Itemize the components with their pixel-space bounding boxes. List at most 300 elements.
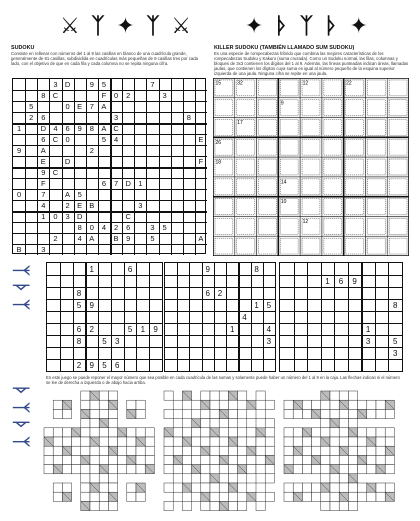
samurai-cell[interactable]: 2 [89, 324, 94, 334]
cross-cell[interactable] [367, 492, 376, 501]
cross-cell[interactable] [293, 465, 302, 474]
cross-cell[interactable] [256, 501, 265, 510]
cross-cell[interactable] [72, 437, 81, 446]
cross-cell[interactable] [118, 455, 127, 464]
cross-cell[interactable] [173, 437, 182, 446]
sudoku-cell[interactable]: D [64, 157, 71, 166]
samurai-cell[interactable]: 1 [229, 324, 235, 334]
sudoku-cell[interactable]: 6 [101, 179, 107, 188]
sudoku-cell[interactable]: A [101, 124, 107, 133]
cross-cell[interactable] [376, 492, 385, 501]
cross-cell[interactable] [210, 419, 219, 428]
cross-cell[interactable] [99, 428, 108, 437]
cross-cell[interactable] [358, 492, 367, 501]
samurai-cell[interactable]: 6 [205, 288, 210, 298]
cross-cell[interactable] [210, 409, 219, 418]
cross-cell[interactable] [228, 492, 237, 501]
cross-cell[interactable] [321, 501, 330, 510]
cross-cell[interactable] [348, 409, 357, 418]
cross-cell[interactable] [118, 437, 127, 446]
samurai-cell[interactable]: 6 [76, 324, 82, 334]
sudoku-cell[interactable]: 5 [162, 223, 167, 232]
cross-cell[interactable] [201, 437, 210, 446]
sudoku-cell[interactable]: C [52, 168, 59, 177]
cross-cell[interactable] [53, 428, 62, 437]
sudoku-cell[interactable]: 6 [126, 223, 131, 232]
cross-cell[interactable] [136, 400, 145, 409]
cross-cell[interactable] [302, 492, 311, 501]
sudoku-cell[interactable]: D [40, 124, 47, 133]
cross-cell[interactable] [376, 428, 385, 437]
killer-grid[interactable] [213, 78, 409, 256]
cross-cell[interactable] [210, 501, 219, 510]
cross-cell[interactable] [53, 483, 62, 492]
cross-cell[interactable] [228, 446, 237, 455]
cross-cell[interactable] [238, 409, 247, 418]
cross-cell[interactable] [108, 455, 117, 464]
cross-cell[interactable] [136, 428, 145, 437]
samurai-cell[interactable]: 3 [266, 336, 272, 346]
cross-cell[interactable] [173, 428, 182, 437]
cross-cell[interactable] [164, 465, 173, 474]
sudoku-cell[interactable]: C [52, 135, 59, 144]
cross-cell[interactable] [238, 455, 247, 464]
cross-cell[interactable] [376, 400, 385, 409]
samurai-cell[interactable]: 8 [392, 300, 398, 310]
cross-cell[interactable] [302, 409, 311, 418]
sudoku-cell[interactable]: 3 [41, 245, 46, 254]
cross-cell[interactable] [219, 474, 228, 483]
cross-cell[interactable] [192, 474, 201, 483]
cross-cell[interactable] [367, 465, 376, 474]
cross-cell[interactable] [358, 446, 367, 455]
cross-cell[interactable] [348, 465, 357, 474]
cross-cell[interactable] [108, 428, 117, 437]
cross-cell[interactable] [330, 437, 339, 446]
cross-cell[interactable] [145, 455, 154, 464]
sudoku-cell[interactable]: D [125, 179, 131, 188]
cross-cell[interactable] [164, 455, 173, 464]
cross-cell[interactable] [81, 474, 90, 483]
cross-cell[interactable] [127, 400, 136, 409]
cross-cell[interactable] [201, 455, 210, 464]
cross-cell[interactable] [284, 446, 293, 455]
cross-cell[interactable] [256, 465, 265, 474]
cross-cell[interactable] [219, 391, 228, 400]
samurai-cell[interactable]: 4 [242, 312, 247, 322]
cross-cell[interactable] [62, 428, 71, 437]
sudoku-cell[interactable]: 2 [65, 201, 70, 210]
sudoku-cell[interactable]: A [40, 146, 46, 155]
sudoku-cell[interactable]: F [198, 157, 204, 166]
sudoku-cell[interactable]: E [77, 102, 83, 111]
cross-cell[interactable] [321, 474, 330, 483]
cross-cell[interactable] [127, 492, 136, 501]
sudoku-cell[interactable]: 7 [89, 102, 94, 111]
cross-cell[interactable] [348, 483, 357, 492]
cross-cell[interactable] [385, 455, 394, 464]
cross-cell[interactable] [81, 465, 90, 474]
sudoku-cell[interactable]: 4 [53, 124, 58, 133]
samurai-cell[interactable]: 3 [115, 336, 120, 346]
samurai-cell[interactable]: 4 [266, 324, 272, 334]
cross-cell[interactable] [293, 437, 302, 446]
sudoku-cell[interactable]: A [65, 190, 71, 199]
samurai-cell[interactable]: 2 [76, 360, 82, 370]
samurai-cell[interactable]: 8 [76, 336, 82, 346]
cross-cell[interactable] [367, 455, 376, 464]
cross-cell[interactable] [108, 437, 117, 446]
sudoku-cell[interactable]: 0 [65, 135, 70, 144]
cross-cell[interactable] [358, 483, 367, 492]
cross-cell[interactable] [136, 465, 145, 474]
cross-cell[interactable] [321, 455, 330, 464]
cross-cell[interactable] [53, 455, 62, 464]
cross-cell[interactable] [108, 419, 117, 428]
cross-cell[interactable] [376, 483, 385, 492]
sudoku-cell[interactable]: 0 [89, 223, 94, 232]
cross-cell[interactable] [53, 400, 62, 409]
cross-cell[interactable] [293, 483, 302, 492]
cross-cell[interactable] [127, 446, 136, 455]
cross-cell[interactable] [192, 428, 201, 437]
cross-cell[interactable] [72, 446, 81, 455]
cross-cell[interactable] [238, 483, 247, 492]
cross-cell[interactable] [90, 455, 99, 464]
cross-cell[interactable] [219, 400, 228, 409]
cross-cell[interactable] [99, 437, 108, 446]
sudoku-cell[interactable]: A [89, 234, 95, 243]
cross-cell[interactable] [358, 465, 367, 474]
cross-cell[interactable] [312, 446, 321, 455]
cross-cell[interactable] [201, 483, 210, 492]
cross-cell[interactable] [367, 428, 376, 437]
samurai-cell[interactable]: 9 [153, 324, 158, 334]
sudoku-cell[interactable]: 3 [65, 212, 70, 221]
sudoku-cell[interactable]: 3 [138, 201, 143, 210]
cross-cell[interactable] [90, 465, 99, 474]
sudoku-cell[interactable]: 4 [113, 135, 119, 144]
samurai-cell[interactable]: 9 [89, 300, 94, 310]
cross-cell[interactable] [367, 446, 376, 455]
sudoku-cell[interactable]: B [89, 201, 95, 210]
cross-cell[interactable] [348, 400, 357, 409]
cross-cell[interactable] [219, 437, 228, 446]
samurai-grid-1[interactable] [46, 262, 163, 372]
cross-cell[interactable] [265, 492, 274, 501]
cross-cell[interactable] [182, 428, 191, 437]
samurai-cell[interactable]: 1 [325, 276, 330, 286]
cross-cell[interactable] [256, 409, 265, 418]
cross-cell[interactable] [53, 492, 62, 501]
cross-cell[interactable] [210, 492, 219, 501]
sudoku-cell[interactable]: 8 [186, 113, 191, 122]
cross-cell[interactable] [81, 437, 90, 446]
sudoku-cell[interactable]: 5 [29, 102, 34, 111]
cross-cell[interactable] [201, 391, 210, 400]
cross-cell[interactable] [321, 465, 330, 474]
cross-cell[interactable] [330, 428, 339, 437]
cross-cell[interactable] [90, 400, 99, 409]
sudoku-cell[interactable]: B [113, 234, 119, 243]
cross-cell[interactable] [293, 455, 302, 464]
cross-cell[interactable] [164, 501, 173, 510]
sudoku-cell[interactable]: 6 [41, 135, 46, 144]
cross-cell[interactable] [99, 446, 108, 455]
samurai-cell[interactable]: 8 [254, 264, 259, 274]
cross-cell[interactable] [182, 409, 191, 418]
sudoku-grid[interactable] [12, 78, 206, 254]
cross-cell[interactable] [219, 446, 228, 455]
cross-cell[interactable] [228, 465, 237, 474]
cross-cell[interactable] [339, 437, 348, 446]
cross-cell[interactable] [99, 501, 108, 510]
cross-cell[interactable] [210, 483, 219, 492]
cross-cell[interactable] [284, 437, 293, 446]
sudoku-cell[interactable]: F [101, 91, 107, 100]
cross-cell[interactable] [247, 474, 256, 483]
sudoku-cell[interactable]: 7 [113, 179, 119, 188]
cross-cell[interactable] [302, 400, 311, 409]
cross-cell[interactable] [376, 446, 385, 455]
cross-cell[interactable] [238, 391, 247, 400]
samurai-cell[interactable]: 1 [365, 324, 371, 334]
sudoku-cell[interactable]: F [41, 179, 46, 188]
cross-cell[interactable] [302, 437, 311, 446]
cross-cell[interactable] [339, 391, 348, 400]
cross-cell[interactable] [256, 455, 265, 464]
sudoku-cell[interactable]: 0 [113, 91, 119, 100]
sudoku-cell[interactable]: 8 [77, 223, 82, 232]
samurai-cell[interactable]: 3 [365, 336, 371, 346]
cross-cell[interactable] [173, 492, 182, 501]
cross-cell[interactable] [348, 446, 357, 455]
cross-cell[interactable] [358, 437, 367, 446]
sudoku-cell[interactable]: 6 [65, 124, 70, 133]
sudoku-cell[interactable]: 0 [16, 190, 22, 199]
cross-cell[interactable] [376, 409, 385, 418]
cross-cell[interactable] [108, 483, 117, 492]
cross-cell[interactable] [339, 409, 348, 418]
cross-cell[interactable] [339, 455, 348, 464]
cross-cell[interactable] [247, 419, 256, 428]
cross-cell[interactable] [302, 455, 311, 464]
cross-cell[interactable] [247, 455, 256, 464]
samurai-grid-2[interactable] [164, 262, 276, 372]
cross-cell[interactable] [312, 465, 321, 474]
cross-cell[interactable] [108, 501, 117, 510]
cross-cell[interactable] [192, 492, 201, 501]
sudoku-cell[interactable]: C [113, 124, 119, 133]
cross-cell[interactable] [62, 483, 71, 492]
cross-cell[interactable] [72, 455, 81, 464]
cross-cell[interactable] [330, 501, 339, 510]
sudoku-cell[interactable]: 3 [113, 113, 119, 122]
sudoku-cell[interactable]: 2 [126, 91, 131, 100]
sudoku-cell[interactable]: 1 [138, 179, 143, 188]
cross-cell[interactable] [247, 465, 256, 474]
cross-cell[interactable] [99, 391, 108, 400]
cross-cell[interactable] [265, 419, 274, 428]
cross-cell[interactable] [219, 465, 228, 474]
samurai-cell[interactable]: 5 [76, 300, 82, 310]
cross-cell[interactable] [385, 465, 394, 474]
samurai-cell[interactable]: 5 [127, 324, 133, 334]
cross-cell[interactable] [53, 437, 62, 446]
cross-cell[interactable] [62, 409, 71, 418]
sudoku-cell[interactable]: 1 [16, 124, 22, 133]
samurai-cell[interactable]: 5 [392, 336, 398, 346]
sudoku-cell[interactable]: 9 [89, 80, 94, 89]
sudoku-cell[interactable]: 9 [41, 168, 46, 177]
cross-cell[interactable] [385, 483, 394, 492]
cross-cell[interactable] [321, 428, 330, 437]
cross-cell[interactable] [302, 465, 311, 474]
cross-cell[interactable] [99, 400, 108, 409]
cross-cell[interactable] [284, 455, 293, 464]
cross-cell[interactable] [228, 400, 237, 409]
cross-cell[interactable] [284, 400, 293, 409]
samurai-grid-3[interactable] [279, 262, 403, 372]
sudoku-cell[interactable]: 4 [41, 201, 46, 210]
cross-cell[interactable] [348, 455, 357, 464]
sudoku-cell[interactable]: 3 [150, 223, 155, 232]
cross-cell[interactable] [72, 465, 81, 474]
cross-cell[interactable] [108, 465, 117, 474]
sudoku-cell[interactable]: C [52, 91, 59, 100]
cross-cell[interactable] [127, 465, 136, 474]
cross-cell[interactable] [53, 446, 62, 455]
cross-cell[interactable] [192, 455, 201, 464]
cross-cell[interactable] [81, 400, 90, 409]
cross-cell[interactable] [385, 437, 394, 446]
sudoku-cell[interactable]: 8 [41, 91, 46, 100]
samurai-cell[interactable]: 6 [115, 360, 120, 370]
cross-cell[interactable] [358, 428, 367, 437]
cross-cell[interactable] [90, 501, 99, 510]
cross-cell[interactable] [302, 483, 311, 492]
sudoku-cell[interactable]: 8 [89, 124, 94, 133]
cross-cell[interactable] [136, 446, 145, 455]
cross-cell[interactable] [192, 446, 201, 455]
cross-cell[interactable] [44, 465, 53, 474]
cross-cell[interactable] [238, 501, 247, 510]
cross-cell[interactable] [81, 391, 90, 400]
cross-cell[interactable] [339, 428, 348, 437]
cross-cell[interactable] [339, 419, 348, 428]
cross-cell[interactable] [127, 437, 136, 446]
samurai-cell[interactable]: 9 [352, 276, 357, 286]
sudoku-cell[interactable]: 2 [113, 223, 119, 232]
cross-cell[interactable] [90, 446, 99, 455]
cross-cell[interactable] [265, 437, 274, 446]
cross-cell[interactable] [210, 465, 219, 474]
cross-cell[interactable] [173, 419, 182, 428]
cross-cell[interactable] [330, 446, 339, 455]
cross-cell[interactable] [90, 419, 99, 428]
cross-cell[interactable] [228, 474, 237, 483]
cross-cell[interactable] [265, 428, 274, 437]
cross-cell[interactable] [256, 391, 265, 400]
cross-cell[interactable] [99, 455, 108, 464]
cross-cell[interactable] [284, 483, 293, 492]
sudoku-cell[interactable]: E [40, 157, 46, 166]
cross-cell[interactable] [90, 409, 99, 418]
cross-cell[interactable] [367, 400, 376, 409]
cross-cell[interactable] [265, 400, 274, 409]
cross-cell[interactable] [201, 465, 210, 474]
cross-cell[interactable] [284, 409, 293, 418]
samurai-cell[interactable]: 8 [76, 288, 82, 298]
cross-cell[interactable] [265, 446, 274, 455]
cross-cell[interactable] [53, 409, 62, 418]
cross-cell[interactable] [256, 446, 265, 455]
cross-cell[interactable] [330, 474, 339, 483]
sudoku-cell[interactable]: E [198, 135, 204, 144]
cross-cell[interactable] [339, 465, 348, 474]
cross-cell[interactable] [62, 455, 71, 464]
sudoku-cell[interactable]: 5 [150, 234, 155, 243]
cross-cell[interactable] [90, 474, 99, 483]
sudoku-cell[interactable]: 2 [89, 146, 94, 155]
sudoku-cell[interactable]: 4 [77, 234, 82, 243]
cross-cell[interactable] [312, 483, 321, 492]
cross-cell[interactable] [367, 409, 376, 418]
cross-cell[interactable] [136, 492, 145, 501]
cross-cell[interactable] [238, 428, 247, 437]
samurai-cell[interactable]: 1 [140, 324, 146, 334]
samurai-cell[interactable]: 1 [89, 264, 94, 274]
cross-cell[interactable] [81, 419, 90, 428]
cross-cell[interactable] [228, 501, 237, 510]
samurai-cell[interactable]: 2 [217, 288, 223, 298]
samurai-cell[interactable]: 3 [392, 348, 398, 358]
cross-cell[interactable] [210, 391, 219, 400]
cross-cell[interactable] [192, 437, 201, 446]
samurai-cell[interactable]: 5 [102, 360, 107, 370]
cross-cell[interactable] [210, 400, 219, 409]
cross-cell[interactable] [228, 419, 237, 428]
cross-cell[interactable] [312, 437, 321, 446]
cross-cell[interactable] [321, 400, 330, 409]
sudoku-cell[interactable]: D [76, 212, 83, 221]
sudoku-cell[interactable]: 9 [77, 124, 82, 133]
cross-cell[interactable] [90, 492, 99, 501]
cross-cell[interactable] [321, 492, 330, 501]
cross-cell[interactable] [192, 400, 201, 409]
cross-cell[interactable] [164, 446, 173, 455]
cross-cell[interactable] [238, 437, 247, 446]
cross-cell[interactable] [127, 483, 136, 492]
cross-cell[interactable] [219, 419, 228, 428]
cross-cell[interactable] [164, 483, 173, 492]
cross-cell[interactable] [99, 492, 108, 501]
sudoku-cell[interactable]: B [16, 245, 22, 254]
cross-cell[interactable] [81, 483, 90, 492]
cross-cell[interactable] [330, 455, 339, 464]
cross-cell[interactable] [210, 446, 219, 455]
cross-puzzles[interactable] [40, 386, 410, 514]
cross-cell[interactable] [136, 409, 145, 418]
cross-cell[interactable] [108, 391, 117, 400]
cross-cell[interactable] [182, 465, 191, 474]
sudoku-cell[interactable]: 5 [77, 190, 82, 199]
cross-cell[interactable] [385, 409, 394, 418]
cross-cell[interactable] [173, 400, 182, 409]
cross-cell[interactable] [118, 446, 127, 455]
cross-cell[interactable] [182, 446, 191, 455]
cross-cell[interactable] [164, 437, 173, 446]
